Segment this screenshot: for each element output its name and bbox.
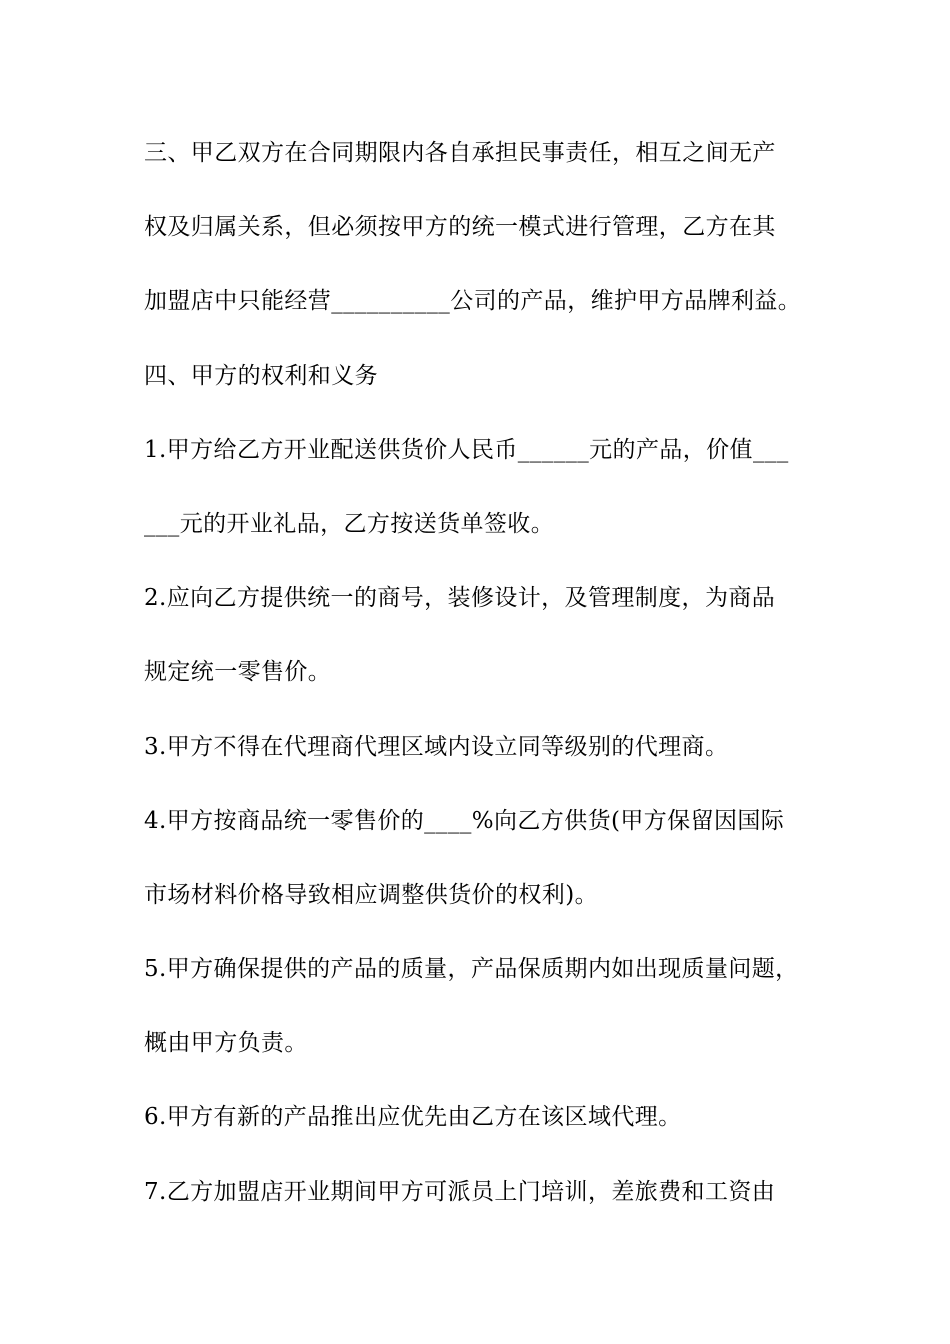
item-5-line-1: 5.甲方确保提供的产品的质量，产品保质期内如出现质量问题，: [144, 956, 799, 983]
item-3-line-1: 3.甲方不得在代理商代理区域内设立同等级别的代理商。: [144, 733, 729, 760]
document-body: [144, 128, 824, 1241]
item-1-line-2: ___元的开业礼品，乙方按送货单签收。: [144, 510, 555, 537]
section-4-heading: 四、甲方的权利和义务: [144, 362, 378, 389]
clause-3-line-3: 加盟店中只能经营__________公司的产品，维护甲方品牌利益。: [144, 288, 802, 315]
clause-3-line-1: 三、甲乙双方在合同期限内各自承担民事责任，相互之间无产: [144, 140, 776, 166]
item-1-line-1: 1.甲方给乙方开业配送供货价人民币______元的产品，价值___: [144, 436, 789, 463]
item-7-line-1: 7.乙方加盟店开业期间甲方可派员上门培训，差旅费和工资由: [144, 1178, 776, 1205]
item-4-line-1: 4.甲方按商品统一零售价的____%向乙方供货(甲方保留因国际: [144, 807, 785, 834]
item-6-line-1: 6.甲方有新的产品推出应优先由乙方在该区域代理。: [144, 1104, 682, 1131]
item-4-line-2: 市场材料价格导致相应调整供货价的权利)。: [144, 881, 598, 908]
item-2-line-2: 规定统一零售价。: [144, 659, 332, 686]
item-2-line-1: 2.应向乙方提供统一的商号，装修设计，及管理制度，为商品: [144, 585, 776, 612]
clause-3-line-2: 权及归属关系，但必须按甲方的统一模式进行管理，乙方在其: [144, 214, 776, 241]
item-5-line-2: 概由甲方负责。: [144, 1030, 308, 1057]
